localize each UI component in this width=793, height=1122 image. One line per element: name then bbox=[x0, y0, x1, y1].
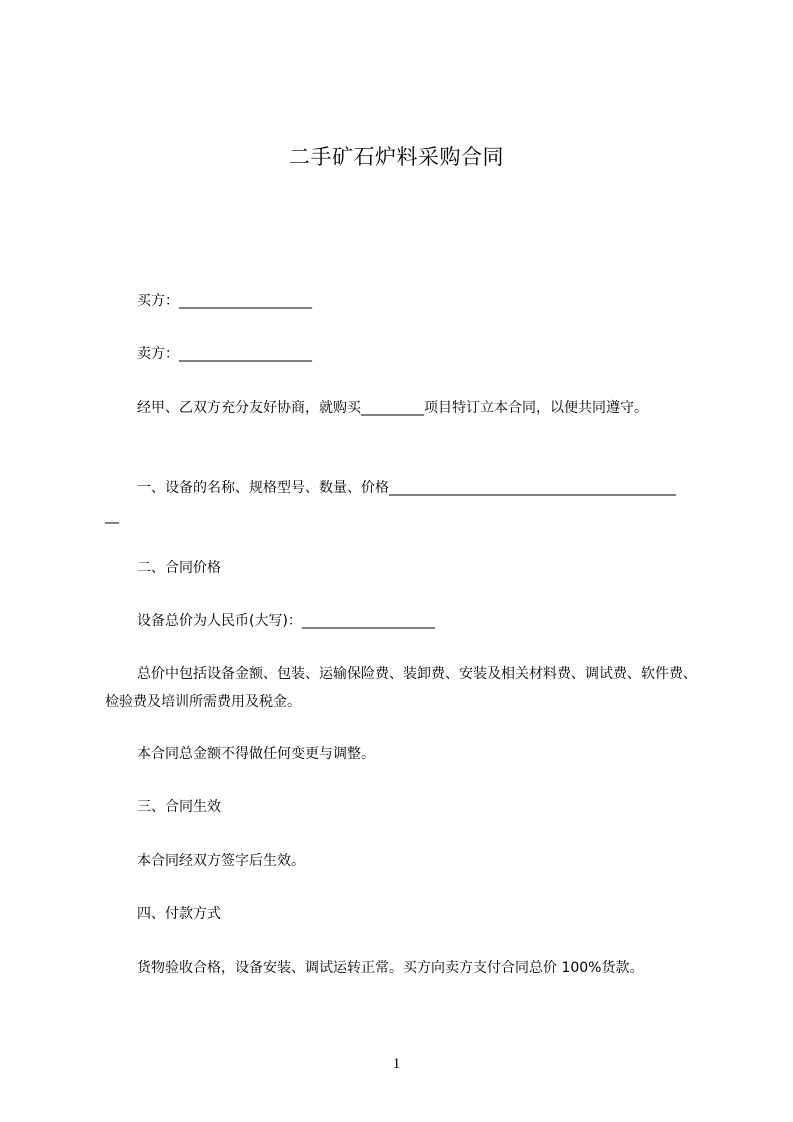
section-4-heading: 四、付款方式 bbox=[137, 906, 221, 922]
price-fixed-line: 本合同总金额不得做任何变更与调整。 bbox=[137, 746, 375, 762]
intro-paragraph: 经甲、乙双方充分友好协商，就购买_________项目特订立本合同，以便共同遵守。 bbox=[137, 400, 648, 416]
section-3-heading: 三、合同生效 bbox=[137, 799, 221, 815]
price-includes-paragraph: 总价中包括设备金额、包装、运输保险费、装卸费、安装及相关材料费、调试费、软件费、检验费及培训所需费用及税金。 bbox=[105, 666, 697, 710]
payment-line: 货物验收合格，设备安装、调试运转正常。买方向卖方支付合同总价 100%货款。 bbox=[137, 960, 644, 976]
seller-line: 卖方：___________________ bbox=[137, 346, 312, 362]
page-title: 二手矿石炉料采购合同 bbox=[289, 145, 504, 169]
effective-line: 本合同经双方签字后生效。 bbox=[137, 853, 305, 869]
buyer-line: 买方：___________________ bbox=[137, 293, 312, 309]
section-1-heading: 一、设备的名称、规格型号、数量、价格_________________________________________ bbox=[137, 480, 676, 496]
total-price-line: 设备总价为人民币(大写)：___________________ bbox=[137, 613, 435, 629]
page-number: 1 bbox=[392, 1056, 401, 1072]
section-2-heading: 二、合同价格 bbox=[137, 560, 221, 576]
section-1-continuation: __ bbox=[105, 508, 119, 524]
